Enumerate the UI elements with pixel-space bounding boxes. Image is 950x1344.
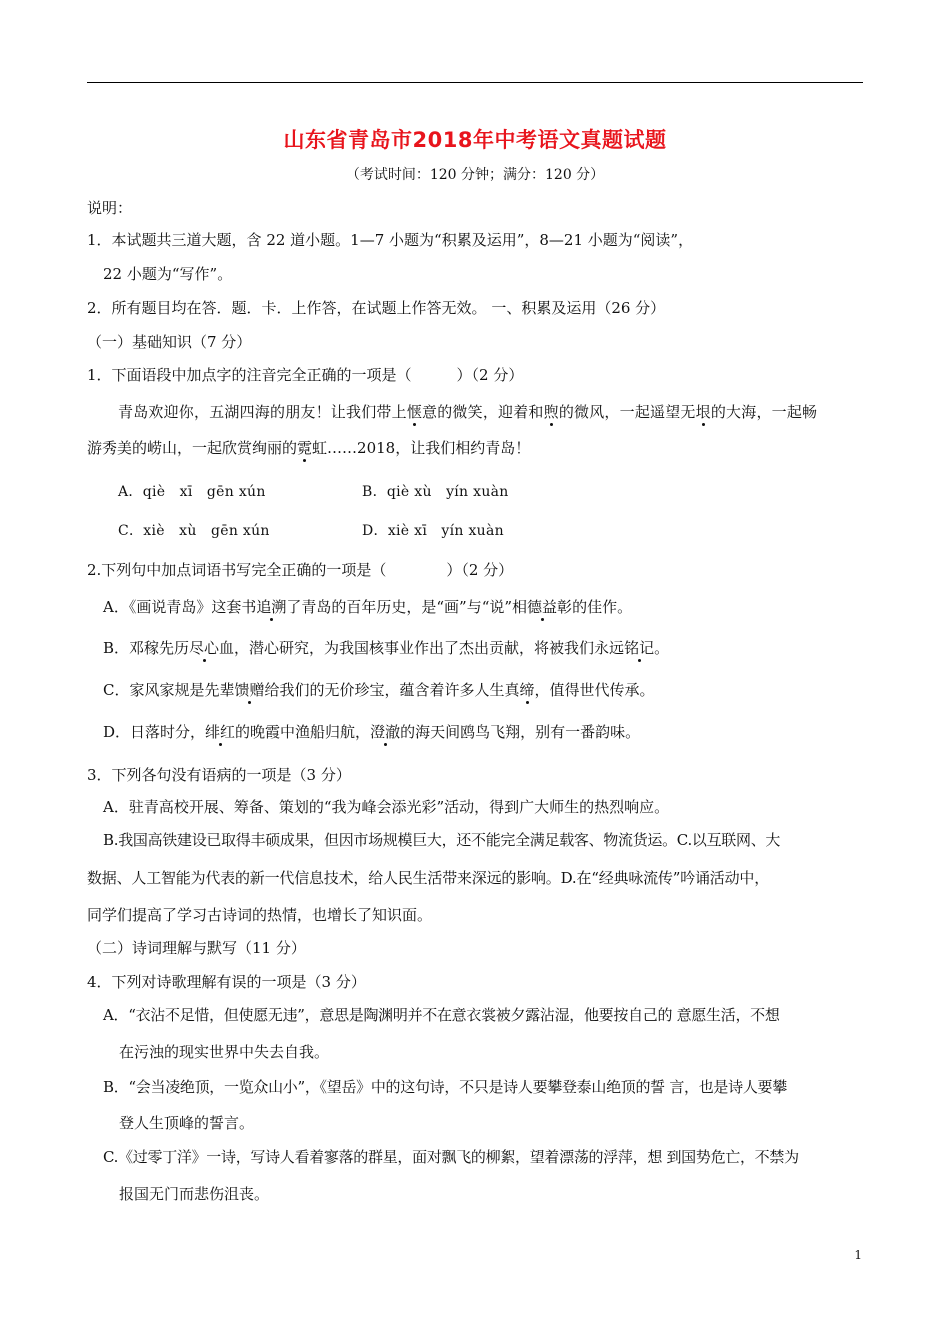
q1-option-d: D．xiè xī yín xuàn <box>362 523 504 539</box>
q1-stem: 1．下面语段中加点字的注音完全正确的一项是（ ）（2 分） <box>87 366 524 384</box>
q2-stem: 2.下列句中加点词语书写完全正确的一项是（ ）（2 分） <box>87 561 514 579</box>
page-title: 山东省青岛市2018年中考语文真题试题 <box>283 128 667 152</box>
dotted-char: 垠 <box>695 403 711 421</box>
dotted-word: 缔 <box>519 681 535 699</box>
q1-passage-line-2: 游秀美的崂山，一起欣赏绚丽的霓虹……2018，让我们相约青岛！ <box>87 439 531 457</box>
q4-option-a: A．“衣沾不足惜，但使愿无违”，意思是陶渊明并不在意衣裳被夕露沾湿，他要按自己的 意愿生活，不想 <box>103 1006 780 1024</box>
intro-line-1-cont: 22 小题为“写作”。 <box>103 265 233 283</box>
q2-option-a: A．《画说青岛》这套书追溯了青岛的百年历史，是“画”与“说”相德益彰的佳作。 <box>103 598 633 616</box>
q4-option-a-cont: 在污浊的现实世界中失去自我。 <box>119 1043 330 1061</box>
q2-option-c: C．家风家规是先辈馈赠给我们的无价珍宝，蕴含着许多人生真缔，值得世代传承。 <box>103 681 655 699</box>
section-1-label: （一）基础知识（7 分） <box>87 333 252 351</box>
q3-option-b: B.我国高铁建设已取得丰硕成果，但因市场规模巨大，还不能完全满足载客、物流货运。C.以互联网、大 <box>103 831 781 849</box>
dotted-word: 馈赠 <box>234 681 265 699</box>
q1-option-c: C．xiè xù gēn xún <box>118 523 270 539</box>
q4-option-b-cont: 登人生顶峰的誓言。 <box>119 1114 255 1132</box>
exam-info: （考试时间：120 分钟；满分：120 分） <box>345 167 605 183</box>
dotted-word: 铭记 <box>624 639 655 657</box>
q3-option-b-cont-2: 同学们提高了学习古诗词的热情，也增长了知识面。 <box>87 906 433 924</box>
q3-stem: 3．下列各句没有语病的一项是（3 分） <box>87 766 351 784</box>
q4-stem: 4．下列对诗歌理解有误的一项是（3 分） <box>87 973 366 991</box>
dotted-word: 澄澈 <box>370 723 401 741</box>
dotted-word: 历尽心血 <box>174 639 235 657</box>
dotted-word: 相德益彰 <box>512 598 573 616</box>
q4-option-b: B．“会当凌绝顶，一览众山小”，《望岳》中的这句诗，不只是诗人要攀登泰山绝顶的誓 言，也是诗人要攀 <box>103 1078 787 1096</box>
intro-label: 说明： <box>87 199 133 217</box>
page-number: 1 <box>854 1248 862 1262</box>
dotted-char: 惬 <box>406 403 423 421</box>
dotted-word: 追溯 <box>256 598 287 616</box>
q4-option-c-cont: 报国无门而悲伤沮丧。 <box>119 1185 270 1203</box>
q2-option-d: D．日落时分，绯红的晚霞中渔船归航，澄澈的海天间鸥鸟飞翔，别有一番韵味。 <box>103 723 641 741</box>
q2-option-b: B．邓稼先历尽心血，潜心研究，为我国核事业作出了杰出贡献，将被我们永远铭记。 <box>103 639 670 657</box>
q4-option-c: C.《过零丁洋》一诗，写诗人看着寥落的群星，面对飘飞的柳絮，望着漂荡的浮萍，想 到国势危亡，不禁为 <box>103 1148 799 1166</box>
q3-option-a: A．驻青高校开展、筹备、策划的“我为峰会添光彩”活动，得到广大师生的热烈响应。 <box>103 798 670 816</box>
dotted-word: 绯红 <box>205 723 236 741</box>
section-2-label: （二）诗词理解与默写（11 分） <box>87 939 306 957</box>
intro-line-2: 2．所有题目均在答．题．卡．上作答，在试题上作答无效。 一、积累及运用（26 分） <box>87 299 666 317</box>
q1-passage-line-1: 青岛欢迎你，五湖四海的朋友！让我们带上惬意的微笑，迎着和煦的微风，一起遥望无垠的大海，一起畅 <box>118 403 818 421</box>
header-rule <box>87 82 863 83</box>
q1-option-a: A．qiè xī gēn xún <box>118 484 266 500</box>
intro-line-1: 1．本试题共三道大题，含 22 道小题。1—7 小题为“积累及运用”，8—21 小题为“阅读”， <box>87 231 694 249</box>
dotted-char: 霓 <box>297 439 313 457</box>
q3-option-b-cont: 数据、人工智能为代表的新一代信息技术，给人民生活带来深远的影响。D.在“经典咏流传”吟诵活动中， <box>87 869 770 887</box>
q1-option-b: B．qiè xù yín xuàn <box>362 484 509 500</box>
dotted-char: 煦 <box>543 403 559 421</box>
